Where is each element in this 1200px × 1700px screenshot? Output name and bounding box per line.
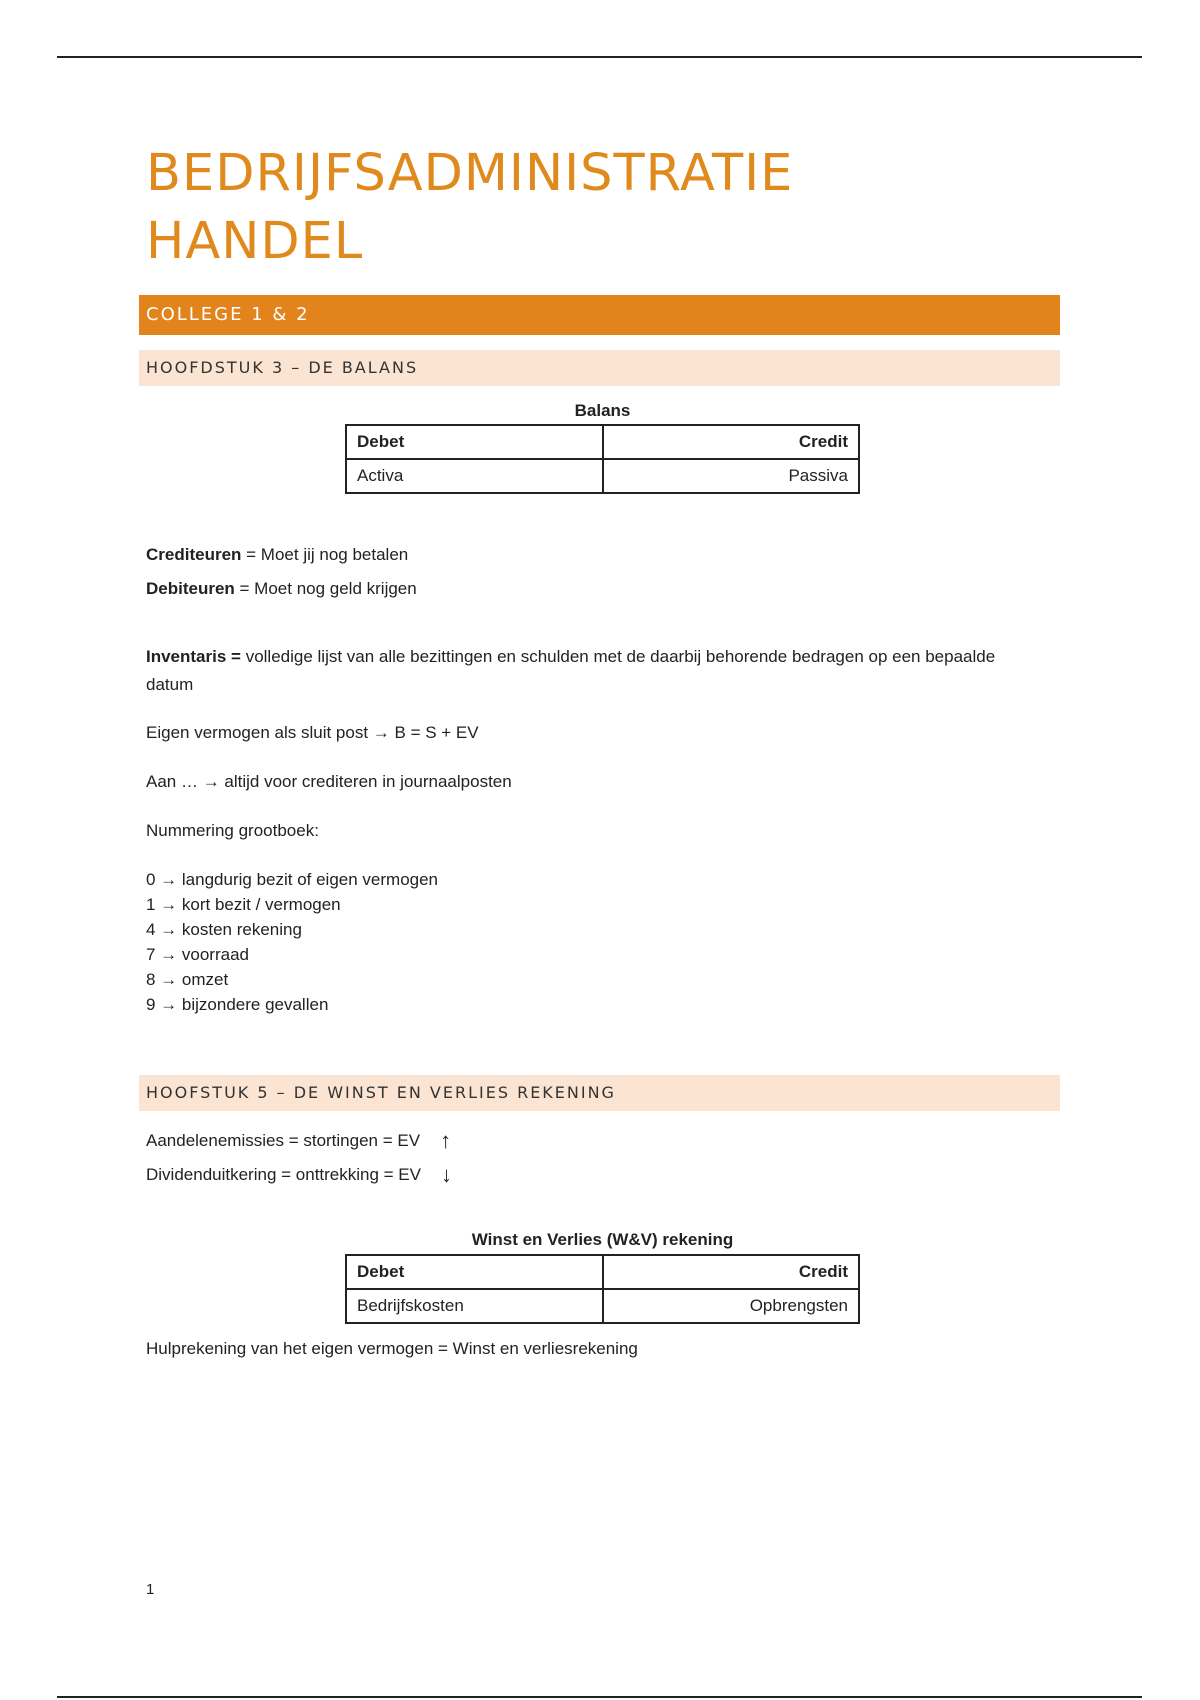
header-rule	[57, 56, 1142, 58]
arrow-down-icon: ↓	[441, 1162, 452, 1187]
debet-header: Debet	[346, 425, 603, 459]
title-line-2: HANDEL	[146, 212, 364, 271]
credit-header: Credit	[603, 425, 860, 459]
bedrijfskosten-cell: Bedrijfskosten	[346, 1289, 603, 1323]
term: Debiteuren	[146, 579, 235, 598]
balans-table	[345, 424, 860, 494]
nummering-heading: Nummering grootboek:	[146, 821, 319, 840]
definition: = Moet nog geld krijgen	[234, 579, 417, 598]
term: Crediteuren	[146, 545, 242, 564]
list-item: 1 → kort bezit / vermogen	[146, 895, 341, 914]
activa-cell: Activa	[346, 459, 603, 493]
credit-header: Credit	[603, 1255, 860, 1289]
list-item: 7 → voorraad	[146, 945, 249, 964]
page-number: 1	[146, 1581, 155, 1598]
table-row	[346, 425, 859, 459]
chapter-3-heading: HOOFDSTUK 3 – DE BALANS	[139, 350, 1060, 386]
aandelenemissies-text: Aandelenemissies = stortingen = EV	[146, 1131, 421, 1150]
aan-line: Aan … → altijd voor crediteren in journaalposten	[146, 772, 512, 791]
hulprekening-line: Hulprekening van het eigen vermogen = Winst en verliesrekening	[146, 1339, 638, 1358]
debiteuren-definition	[146, 579, 417, 599]
term: Inventaris =	[146, 647, 241, 666]
chapter-5-heading: HOOFSTUK 5 – DE WINST EN VERLIES REKENING	[139, 1075, 1060, 1111]
definition: = Moet jij nog betalen	[241, 545, 409, 564]
inventaris-definition	[146, 643, 1026, 699]
list-item: 4 → kosten rekening	[146, 920, 302, 939]
table-row	[346, 1255, 859, 1289]
wv-table-caption: Winst en Verlies (W&V) rekening	[471, 1230, 734, 1249]
opbrengsten-cell: Opbrengsten	[603, 1289, 860, 1323]
dividenduitkering-line	[146, 1162, 452, 1188]
table-row	[346, 459, 859, 493]
document-title	[146, 140, 793, 276]
dividenduitkering-text: Dividenduitkering = onttrekking = EV	[146, 1165, 421, 1184]
definition: volledige lijst van alle bezittingen en schulden met de daarbij behorende bedragen op een bepaalde datum	[146, 647, 996, 694]
eigen-vermogen-line: Eigen vermogen als sluit post → B = S + EV	[146, 723, 479, 742]
list-item: 0 → langdurig bezit of eigen vermogen	[146, 870, 439, 889]
passiva-cell: Passiva	[603, 459, 860, 493]
balans-table-caption: Balans	[574, 401, 631, 420]
wv-table	[345, 1254, 860, 1324]
grootboek-list	[146, 867, 438, 1017]
list-item: 8 → omzet	[146, 970, 229, 989]
aandelenemissies-line	[146, 1128, 451, 1154]
debet-header: Debet	[346, 1255, 603, 1289]
list-item: 9 → bijzondere gevallen	[146, 995, 329, 1014]
crediteuren-definition	[146, 545, 408, 565]
title-line-1: BEDRIJFSADMINISTRATIE	[146, 144, 794, 203]
table-row	[346, 1289, 859, 1323]
college-heading: COLLEGE 1 & 2	[139, 295, 1060, 335]
footer-rule	[57, 1696, 1142, 1698]
arrow-up-icon: ↑	[440, 1128, 452, 1153]
